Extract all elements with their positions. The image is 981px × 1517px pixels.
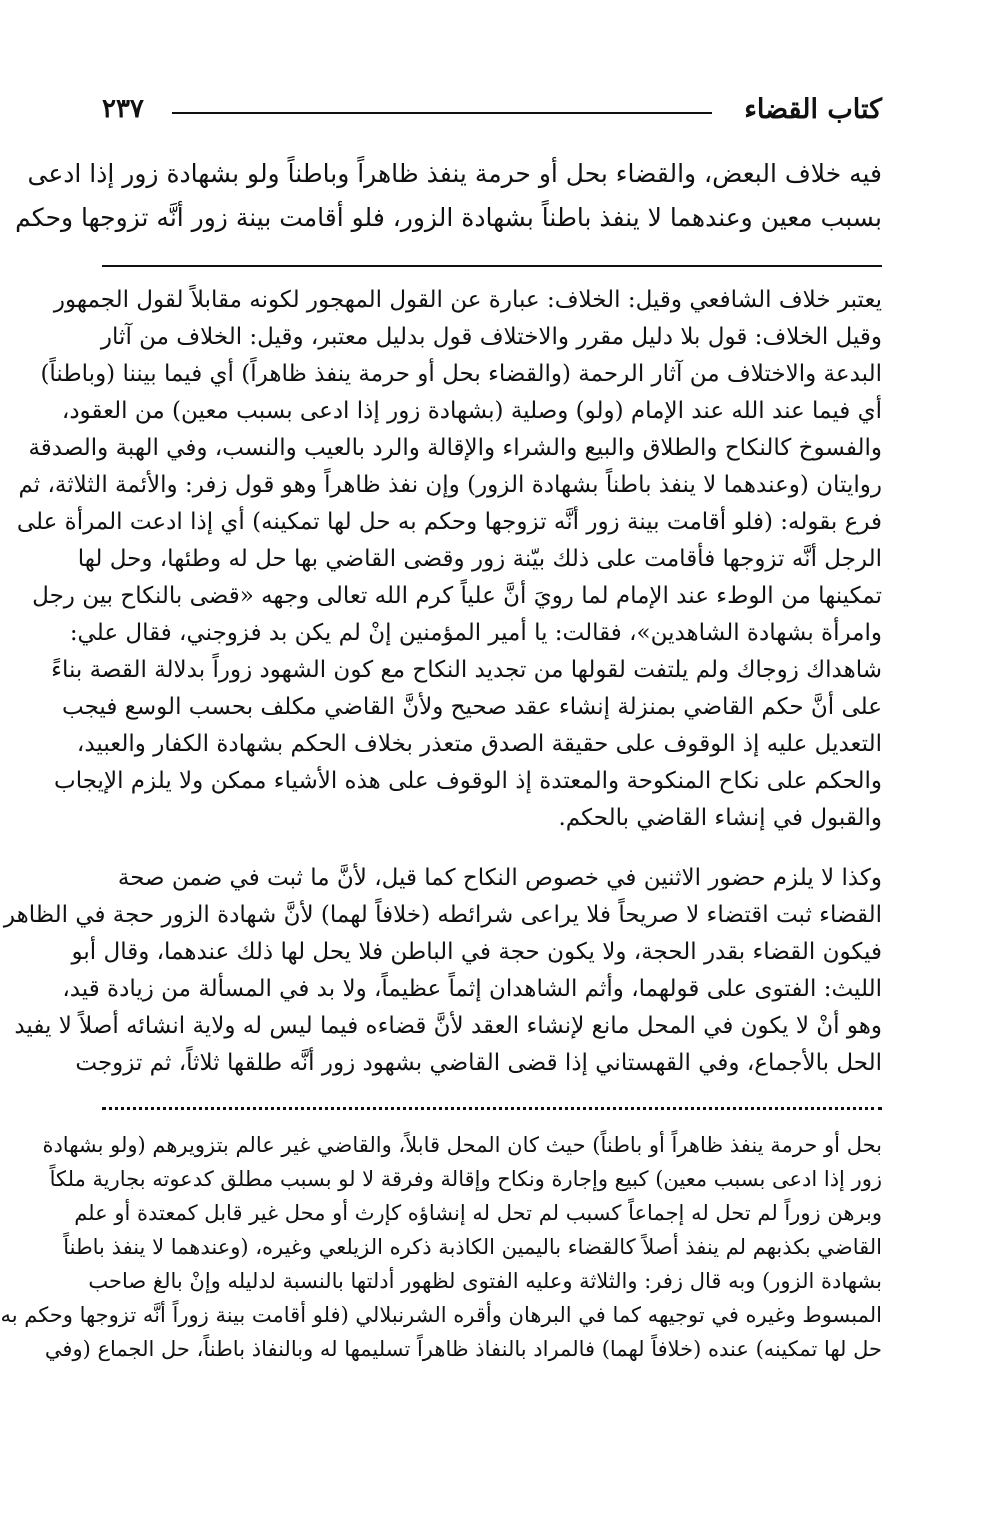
continuation-line: القضاء ثبت اقتضاء لا صريحاً فلا يراعى شرائطه (خلافاً لهما) لأنَّ شهادة الزور حجة في الظاهر	[3, 902, 882, 928]
commentary-line: على أنَّ حكم القاضي بمنزلة إنشاء عقد صحيح ولأنَّ القاضي مكلف بحسب الوسع فيجب	[61, 694, 882, 720]
page-header	[102, 90, 882, 130]
commentary-line: البدعة والاختلاف من آثار الرحمة (والقضاء بحل أو حرمة ينفذ ظاهراً) أي فيما بيننا (وباطناً)	[40, 361, 882, 387]
running-title: كتاب القضاء	[744, 94, 882, 125]
commentary-line: والحكم على نكاح المنكوحة والمعتدة إذ الوقوف على هذه الأشياء ممكن ولا يلزم الإيجاب	[54, 768, 882, 794]
commentary-line: الرجل أنَّه تزوجها فأقامت على ذلك بيّنة زور وقضى القاضي بها حل له وطئها، وحل لها	[77, 546, 882, 572]
commentary-line: والقبول في إنشاء القاضي بالحكم.	[558, 805, 882, 831]
commentary-line: أي فيما عند الله عند الإمام (ولو) وصلية (بشهادة زور إذا ادعى بسبب معين) من العقود،	[61, 398, 882, 424]
commentary-line: وقيل الخلاف: قول بلا دليل مقرر والاختلاف قول بدليل معتبر، وقيل: الخلاف من آثار	[100, 324, 882, 350]
gloss-line: القاضي بكذبهم لم ينفذ أصلاً كالقضاء باليمين الكاذبة ذكره الزيلعي وغيره، (وعندهما لا ينفذ باطناً	[63, 1235, 882, 1259]
commentary-line: تمكينها من الوطء عند الإمام لما رويَ أنَّ علياً كرم الله تعالى وجهه «قضى بالنكاح بين رجل	[32, 583, 882, 609]
gloss-line: زور إذا ادعى بسبب معين) كبيع وإجارة ونكاح وإقالة وفرقة لا لو بسبب مطلق كدعوته بجارية ملكاً	[49, 1167, 882, 1191]
continuation-line: وكذا لا يلزم حضور الاثنين في خصوص النكاح كما قيل، لأنَّ ما ثبت في ضمن صحة	[117, 865, 882, 891]
gloss-line: حل لها تمكينه) عنده (خلافاً لهما) فالمراد بالنفاذ ظاهراً تسليمها له وبالنفاذ باطناً، حل الجماع (وفي	[44, 1337, 882, 1361]
gloss-line: بشهادة الزور) وبه قال زفر: والثلاثة وعليه الفتوى لظهور أدلتها بالنسبة لدليله وإنْ بالغ صاحب	[88, 1269, 882, 1293]
page-number: ٢٣٧	[102, 94, 144, 124]
commentary	[16, 282, 882, 837]
commentary-line: والفسوخ كالنكاح والطلاق والبيع والشراء والإقالة والرد بالعيب والنسب، وفي الهبة والصدقة	[28, 435, 882, 461]
gloss-line: بحل أو حرمة ينفذ ظاهراً أو باطناً) حيث كان المحل قابلاً، والقاضي غير عالم بتزويرهم (ولو بشهادة	[42, 1133, 882, 1157]
commentary-line: يعتبر خلاف الشافعي وقيل: الخلاف: عبارة عن القول المهجور لكونه مقابلاً لقول الجمهور	[53, 287, 882, 313]
commentary-line: فرع بقوله: (فلو أقامت بينة زور أنَّه تزوجها وحكم به حل لها تمكينه) أي إذا ادعت المرأة على	[16, 509, 882, 535]
main-text-line: بسبب معين وعندهما لا ينفذ باطناً بشهادة الزور، فلو أقامت بينة زور أنَّه تزوجها وحكم	[15, 203, 882, 232]
main-text	[15, 152, 882, 240]
continuation-line: الحل بالأجماع، وفي القهستاني إذا قضى القاضي بشهود زور أنَّه طلقها ثلاثاً، ثم تزوجت	[75, 1050, 882, 1076]
gloss-text	[0, 1128, 882, 1366]
commentary-continuation	[3, 860, 882, 1082]
continuation-line: وهو أنْ لا يكون في المحل مانع لإنشاء العقد لأنَّ قضاءه فيما ليس له ولاية انشائه أصلاً لا يفيد	[14, 1013, 882, 1039]
commentary-line: روايتان (وعندهما لا ينفذ باطناً بشهادة الزور) وإن نفذ ظاهراً وهو قول زفر: والأئمة الثلاثة، ثم	[18, 472, 882, 498]
commentary-line: وامرأة بشهادة الشاهدين»، فقالت: يا أمير المؤمنين إنْ لم يكن بد فزوجني، فقال علي:	[69, 620, 882, 646]
continuation-line: الليث: الفتوى على قولهما، وأثم الشاهدان إثماً عظيماً، ولا بد في المسألة من زيادة قيد،	[62, 976, 882, 1002]
main-text-divider	[102, 265, 882, 267]
gloss-line: المبسوط وغيره في توجيهه كما في البرهان وأقره الشرنبلالي (فلو أقامت بينة زوراً أنَّه تزوجها وحكم به	[0, 1303, 882, 1327]
gloss-divider	[102, 1107, 882, 1110]
main-text-line: فيه خلاف البعض، والقضاء بحل أو حرمة ينفذ ظاهراً وباطناً ولو بشهادة زور إذا ادعى	[27, 159, 882, 188]
continuation-line: فيكون القضاء بقدر الحجة، ولا يكون حجة في الباطن فلا يحل لها ذلك عندهما، وقال أبو	[71, 939, 882, 965]
commentary-line: التعديل عليه إذ الوقوف على حقيقة الصدق متعذر بخلاف الحكم بشهادة الكفار والعبيد،	[76, 731, 882, 757]
header-rule	[172, 112, 712, 114]
commentary-line: شاهداك زوجاك ولم يلتفت لقولها من تجديد النكاح مع كون الشهود زوراً بدلالة القصة بناءً	[51, 657, 882, 683]
gloss-line: وبرهن زوراً لم تحل له إجماعاً كسبب لم تحل له إنشاؤه كإرث أو محل غير قابل كمعتدة أو علم	[74, 1201, 882, 1225]
